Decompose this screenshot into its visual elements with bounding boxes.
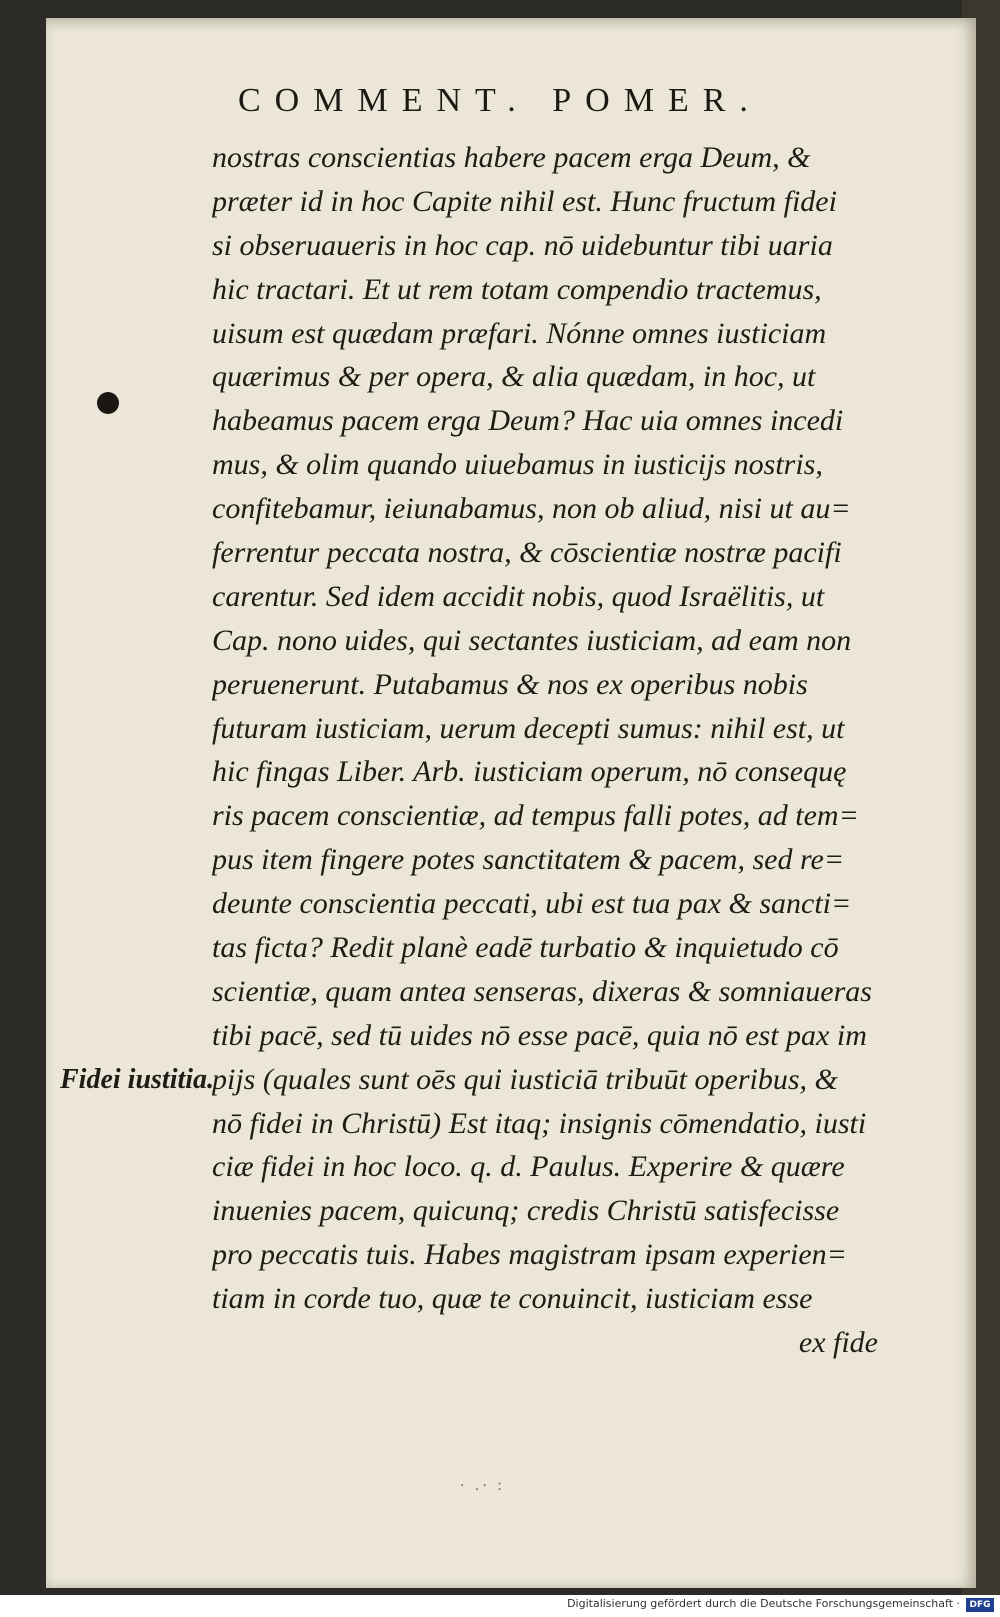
body-text [212,136,888,1365]
text-line-10: ferrentur peccata nostra, & cōscientiæ nostræ pacifi [212,536,842,570]
running-head: COMMENT. POMER. [238,82,762,119]
text-line-3: si obseruaueris in hoc cap. nō uidebuntur tibi uaria [212,228,833,262]
text-line-8: mus, & olim quando uiuebamus in iusticijs nostris, [212,448,823,482]
text-line-2: præter id in hoc Capite nihil est. Hunc fructum fidei [212,184,837,218]
text-line-23: nō fidei in Christū) Est itaq; insignis cōmendatio, iusti [212,1106,867,1140]
text-line-13: peruenerunt. Putabamus & nos ex operibus nobis [212,667,808,701]
dfg-logo-icon: DFG [966,1598,994,1612]
marginal-note: Fidei iustitia. [60,1064,215,1095]
text-line-12: Cap. nono uides, qui sectantes iusticiam, ad eam non [212,623,852,657]
text-line-27: tiam in corde tuo, quæ te conuincit, iusticiam esse [212,1282,813,1316]
text-line-24: ciæ fidei in hoc loco. q. d. Paulus. Experire & quære [212,1150,845,1184]
text-line-21: tibi pacē, sed tū uides nō esse pacē, quia nō est pax im [212,1018,867,1052]
footer-bar [0,1595,1000,1617]
text-line-14: futuram iusticiam, uerum decepti sumus: nihil est, ut [212,711,845,745]
text-line-15: hic fingas Liber. Arb. iusticiam operum, nō consequę [212,755,847,789]
text-line-18: deunte conscientia peccati, ubi est tua pax & sancti= [212,887,852,921]
text-line-6: quærimus & per opera, & alia quædam, in hoc, ut [212,360,816,394]
text-line-19: tas ficta? Redit planè eadē turbatio & inquietudo cō [212,931,839,965]
text-line-26: pro peccatis tuis. Habes magistram ipsam experien= [212,1238,847,1272]
text-line-22: pijs (quales sunt oēs qui iusticiā tribuūt operibus, & [212,1062,838,1096]
text-line-11: carentur. Sed idem accidit nobis, quod Israëlitis, ut [212,579,825,613]
text-line-4: hic tractari. Et ut rem totam compendio tractemus, [212,272,822,306]
footer-credit: Digitalisierung gefördert durch die Deutsche Forschungsgemeinschaft · [567,1597,960,1610]
bottom-marks: · .· : [460,1478,505,1494]
catchword: ex fide [798,1326,878,1360]
text-line-9: confitebamur, ieiunabamus, non ob aliud, nisi ut au= [212,492,851,526]
text-line-25: inuenies pacem, quicunq; credis Christū satisfecisse [212,1194,840,1228]
text-line-7: habeamus pacem erga Deum? Hac uia omnes incedi [212,404,844,438]
text-line-20: scientiæ, quam antea senseras, dixeras & somniaueras [212,974,872,1008]
text-line-17: pus item fingere potes sanctitatem & pacem, sed re= [212,843,845,877]
text-line-1: nostras conscientias habere pacem erga Deum, & [212,141,811,174]
text-line-16: ris pacem conscientiæ, ad tempus falli potes, ad tem= [212,799,859,833]
ink-blot [97,392,119,414]
text-line-5: uisum est quædam præfari. Nónne omnes iusticiam [212,316,827,350]
